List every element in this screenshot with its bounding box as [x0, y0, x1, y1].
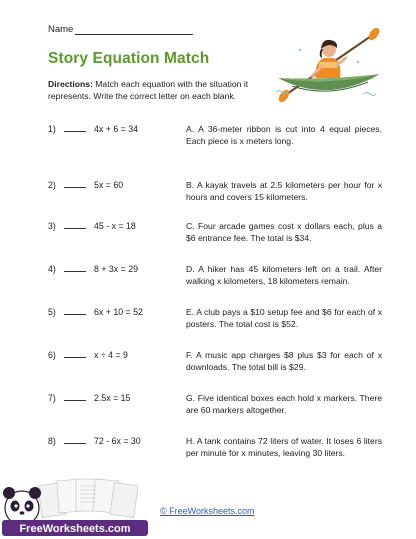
website-link[interactable]: © FreeWorksheets.com	[160, 506, 255, 516]
directions-label: Directions:	[48, 79, 93, 89]
equation-text: 8 + 3x = 29	[94, 264, 139, 274]
freeworksheets-logo	[0, 470, 150, 539]
problem-row	[48, 436, 380, 466]
equation-item	[48, 124, 138, 134]
situation-text: G. Five identical boxes each hold x markers. There are 60 markers altogether.	[186, 393, 382, 415]
answer-blank[interactable]	[64, 307, 86, 315]
worksheet-title: Story Equation Match	[48, 50, 210, 67]
equation-item	[48, 350, 128, 360]
situation-text: C. Four arcade games cost x dollars each, plus a $6 entrance fee. The total is $34.	[186, 221, 382, 243]
problem-number: 6)	[48, 350, 56, 360]
equation-item	[48, 393, 130, 403]
situation-text: H. A tank contains 72 liters of water. It loses 6 liters per minute for x minutes, leaving 30 liters.	[186, 436, 382, 458]
equation-text: 4x + 6 = 34	[94, 124, 139, 134]
equation-item	[48, 180, 123, 190]
equation-text: x ÷ 4 = 9	[94, 350, 128, 360]
answer-blank[interactable]	[64, 124, 86, 132]
kayak-illustration	[272, 28, 384, 106]
name-label: Name	[48, 24, 74, 35]
name-blank-line[interactable]	[75, 26, 193, 35]
problem-row	[48, 350, 380, 380]
answer-blank[interactable]	[64, 221, 86, 229]
name-field	[48, 24, 193, 35]
problem-row	[48, 393, 380, 423]
problem-number: 8)	[48, 436, 56, 446]
equation-text: 5x = 60	[94, 180, 124, 190]
equation-item	[48, 221, 136, 231]
logo-text: FreeWorksheets.com	[19, 523, 131, 535]
problem-number: 4)	[48, 264, 56, 274]
problem-row	[48, 180, 380, 210]
situation-text: A. A 36-meter ribbon is cut into 4 equal pieces. Each piece is x meters long.	[186, 124, 382, 146]
directions-text: Match each equation with the situation it represents. Write the correct letter on each blank.	[48, 79, 249, 101]
directions	[48, 78, 270, 102]
problem-number: 3)	[48, 221, 56, 231]
answer-blank[interactable]	[64, 350, 86, 358]
problem-row	[48, 307, 380, 337]
situation-text: D. A hiker has 45 kilometers left on a trail. After walking x kilometers, 18 kilometers remain.	[186, 264, 382, 286]
answer-blank[interactable]	[64, 393, 86, 401]
equation-text: 72 - 6x = 30	[94, 436, 141, 446]
problem-number: 2)	[48, 180, 56, 190]
situation-text: B. A kayak travels at 2.5 kilometers per hour for x hours and covers 15 kilometers.	[186, 180, 382, 202]
equation-item	[48, 264, 138, 274]
worksheet-stack-icon	[38, 479, 138, 518]
equation-item	[48, 436, 141, 446]
answer-blank[interactable]	[64, 436, 86, 444]
problem-row	[48, 124, 380, 154]
situation-text: E. A club pays a $10 setup fee and $6 for each of x posters. The total cost is $52.	[186, 307, 382, 329]
problem-number: 5)	[48, 307, 56, 317]
equation-item	[48, 307, 143, 317]
panda-mascot-icon	[3, 487, 41, 525]
equation-text: 2.5x = 15	[94, 393, 131, 403]
answer-blank[interactable]	[64, 180, 86, 188]
situation-text: F. A music app charges $8 plus $3 for each of x downloads. The total bill is $29.	[186, 350, 382, 372]
problem-row	[48, 264, 380, 294]
problem-row	[48, 221, 380, 251]
answer-blank[interactable]	[64, 264, 86, 272]
equation-text: 45 - x = 18	[94, 221, 136, 231]
problem-number: 1)	[48, 124, 56, 134]
problem-number: 7)	[48, 393, 56, 403]
equation-text: 6x + 10 = 52	[94, 307, 143, 317]
